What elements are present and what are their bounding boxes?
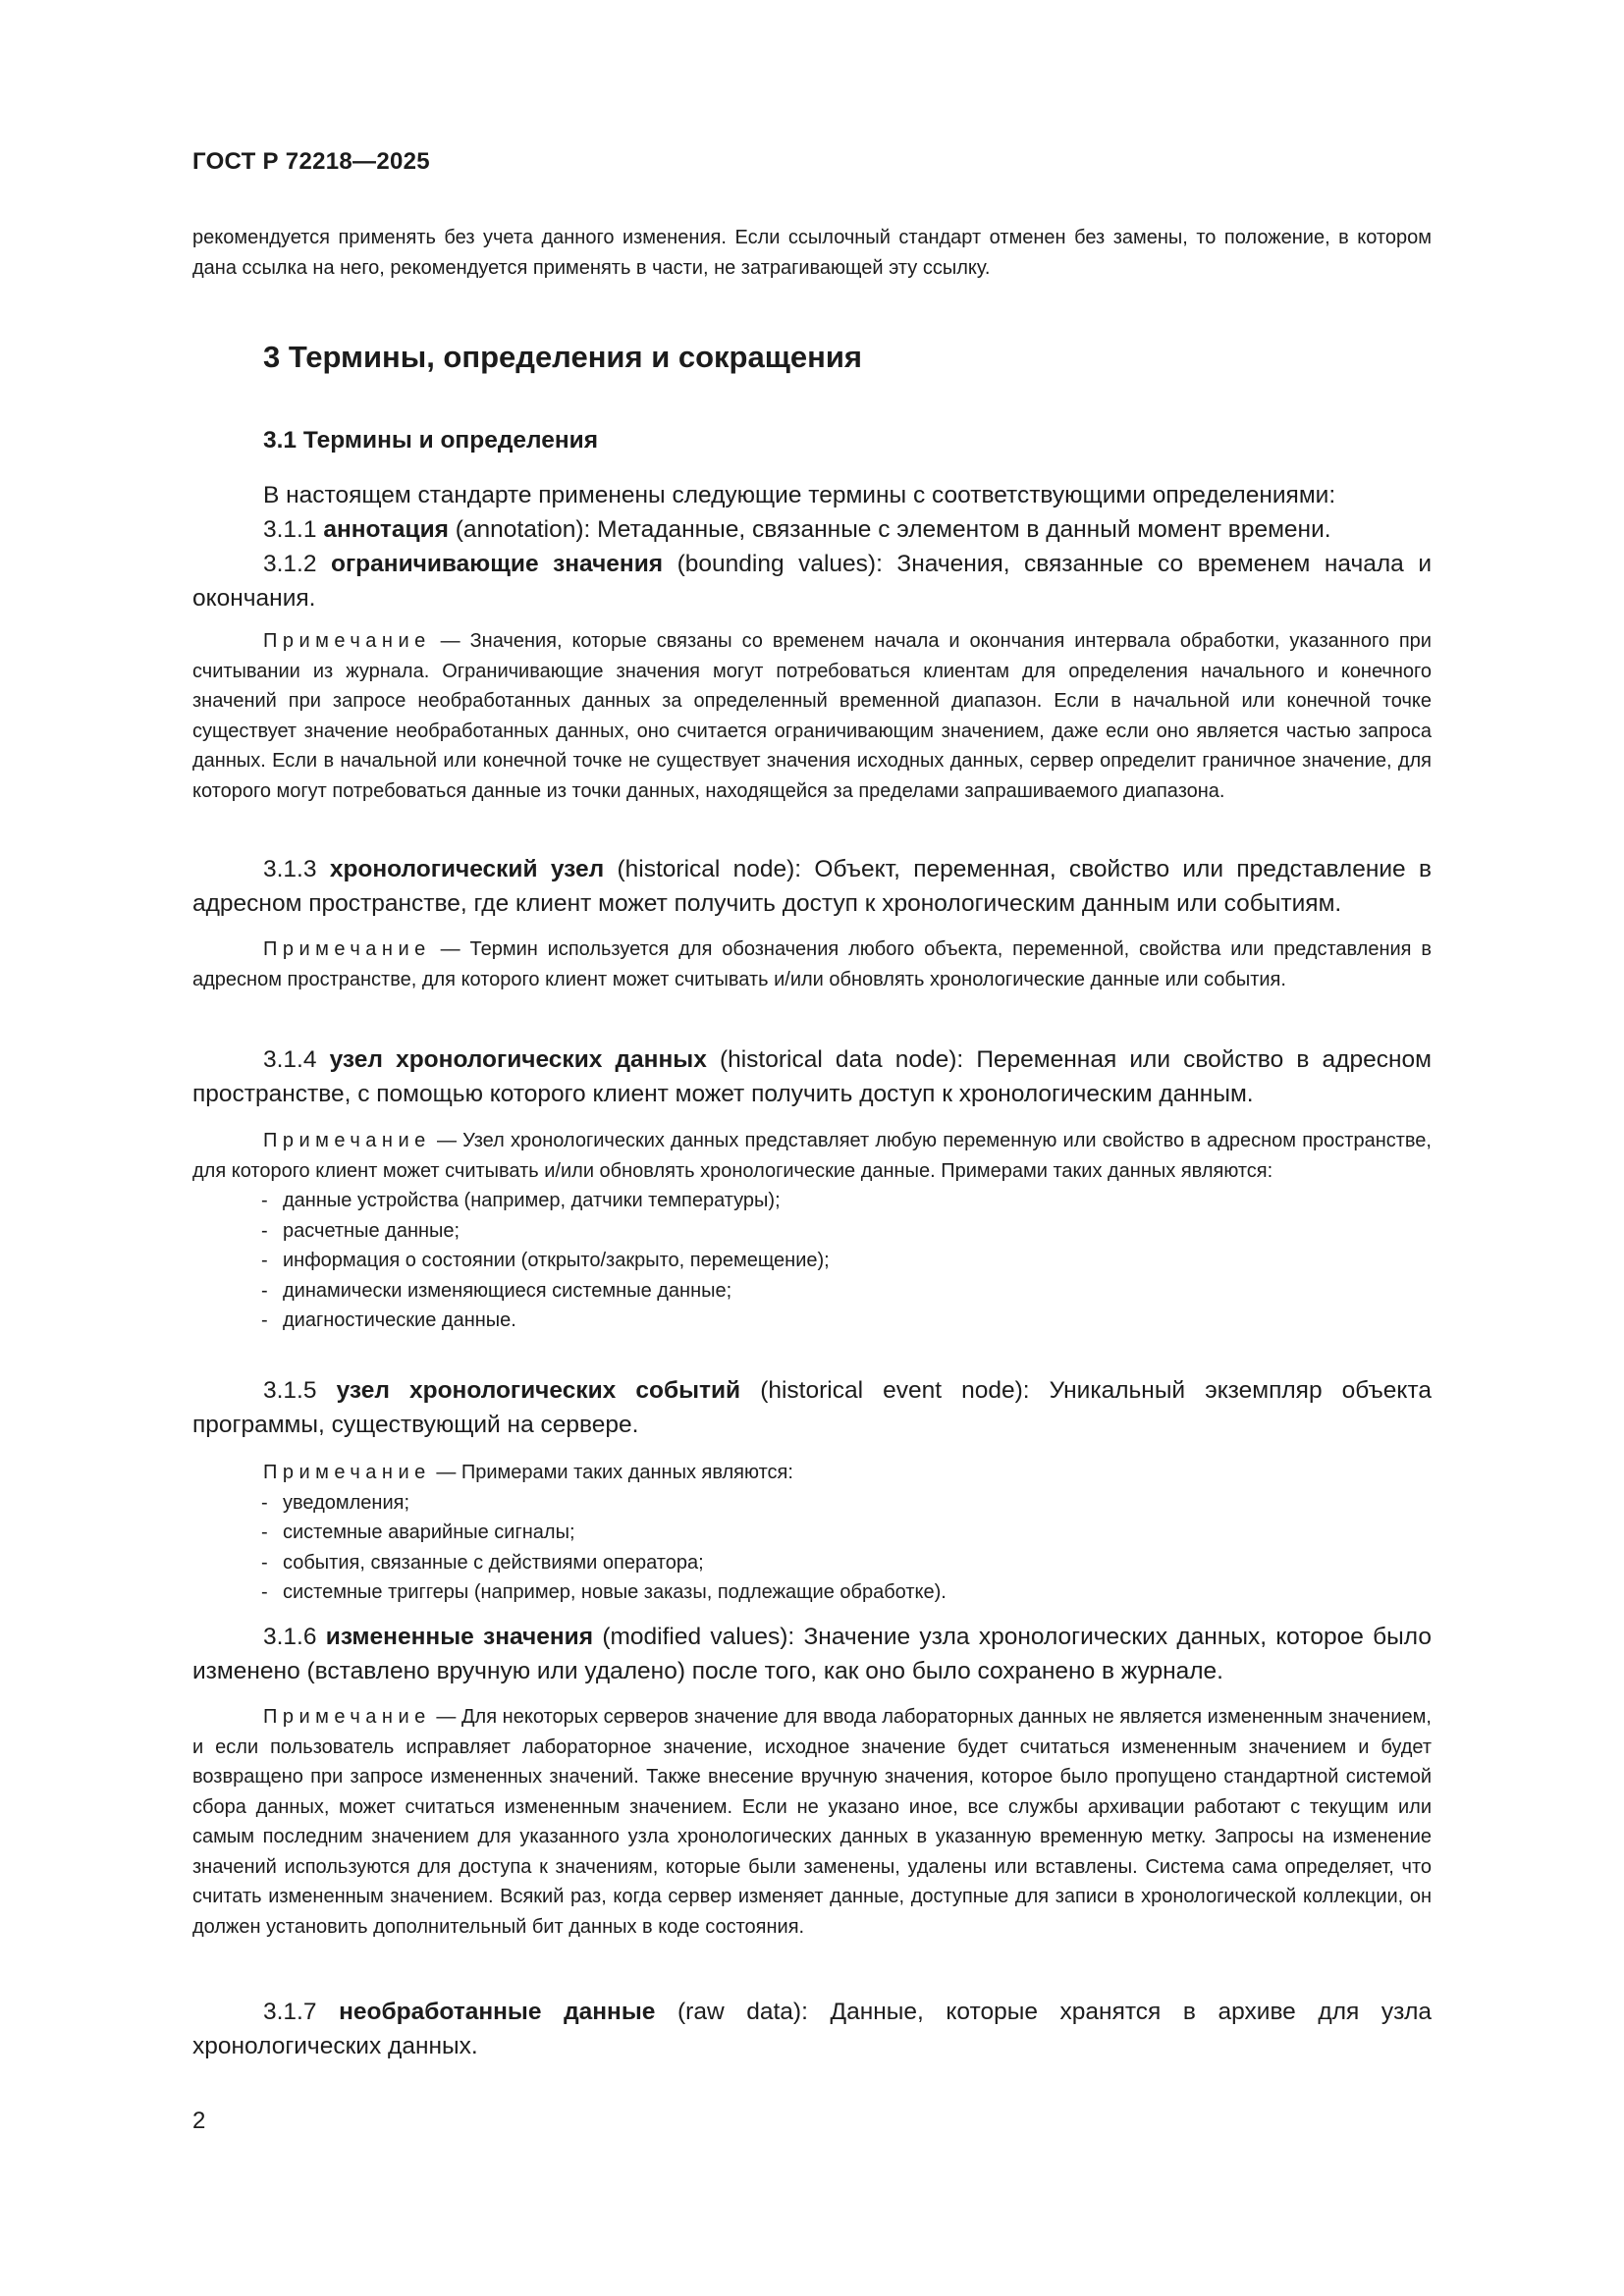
note-label: Примечание — [263, 1706, 431, 1728]
term-name: ограничивающие значения — [331, 551, 664, 577]
term-number: 3.1.1 — [263, 516, 317, 543]
term-number: 3.1.2 — [263, 551, 317, 577]
term-name: хронологический узел — [329, 856, 605, 882]
note-label: Примечание — [263, 938, 431, 960]
term-english: (historical event node): — [760, 1377, 1030, 1404]
note-text: Значения, которые связаны со временем начала и окончания интервала обработки, указанного при считывании из журнала. Ограничивающие значения могут потребоваться клиентам для определения начального и конечного значений при запросе необработанных данных за определенный временной диапазон. Если в начальной или конечной точке существует значение необработанных данных, оно считается ограничивающим значением, даже если оно является частью запроса данных. Если в начальной или конечной точке не существует значения исходных данных, сервер определит граничное значение, для которого могут потребоваться данные из точки данных, находящейся за пределами запрашиваемого диапазона. — [192, 630, 1432, 802]
term-name: аннотация — [323, 516, 449, 543]
terms-block-1 — [192, 478, 1432, 615]
note-3-1-4: Примечание — Узел хронологических данных представляет любую переменную или свойство в адресном пространстве, для которого клиент может считывать и/или обновлять хронологические данные. Примерами таких данных являются: — [192, 1130, 1432, 1182]
example-list — [192, 1488, 1432, 1608]
term-definition: Метаданные, связанные с элементом в данный момент времени. — [597, 516, 1331, 543]
note-text: Примерами таких данных являются: — [460, 1462, 793, 1483]
lead-paragraph: В настоящем стандарте применены следующие термины с соответствующими определениями: — [263, 482, 1336, 508]
term-english: (historical node): — [617, 856, 802, 882]
term-3-1-5 — [192, 1373, 1432, 1442]
list-item: - события, связанные с действиями оператора; — [261, 1548, 1432, 1578]
list-item: - системные аварийные сигналы; — [261, 1518, 1432, 1548]
term-definition: Переменная или свойство в адресном пространстве, с помощью которого клиент может получить доступ к хронологическим данным. — [192, 1046, 1432, 1107]
note-3-1-5-block — [192, 1458, 1432, 1608]
term-definition: Объект, переменная, свойство или представление в адресном пространстве, где клиент может получить доступ к хронологическим данным или событиям. — [192, 856, 1432, 917]
term-english: (modified values): — [602, 1624, 795, 1650]
note-label: Примечание — [263, 1130, 431, 1151]
term-definition: Данные, которые хранятся в архиве для узла хронологических данных. — [192, 1999, 1432, 2059]
page-number: 2 — [192, 2108, 206, 2134]
term-name: узел хронологических событий — [336, 1377, 741, 1404]
example-list — [192, 1186, 1432, 1336]
term-number: 3.1.5 — [263, 1377, 317, 1404]
note-text: Для некоторых серверов значение для ввода лабораторных данных не является измененным значением, и если пользователь исправляет лабораторное значение, исходное значение будет считаться измененным значением и будет возвращено при запросе измененных значений. Также внесение вручную значения, которое было пропущено стандартной системой сбора данных, может считаться измененным значением. Если не указано иное, все службы архивации работают с текущим или самым последним значением для указанного узла хронологических данных в указанную временную метку. Запросы на изменение значений используются для доступа к значениям, которые были заменены, удалены или вставлены. Система сама определяет, что считать измененным значением. Всякий раз, когда сервер изменяет данные, доступные для записи в хронологической коллекции, он должен установить дополнительный бит данных в коде состояния. — [192, 1706, 1432, 1938]
term-english: (annotation): — [455, 516, 591, 543]
note-3-1-6: Примечание — Для некоторых серверов значение для ввода лабораторных данных не является измененным значением, и если пользователь исправляет лабораторное значение, исходное значение будет считаться измененным значением и будет возвращено при запросе измененных значений. Также внесение вручную значения, которое было пропущено стандартной системой сбора данных, может считаться измененным значением. Если не указано иное, все службы архивации работают с текущим или самым последним значением для указанного узла хронологических данных в указанную временную метку. Запросы на изменение значений используются для доступа к значениям, которые были заменены, удалены или вставлены. Система сама определяет, что считать измененным значением. Всякий раз, когда сервер изменяет данные, доступные для записи в хронологической коллекции, он должен установить дополнительный бит данных в коде состояния. — [192, 1706, 1432, 1938]
note-label: Примечание — [263, 1462, 431, 1483]
list-item: - уведомления; — [261, 1488, 1432, 1519]
term-definition: Уникальный экземпляр объекта программы, существующий на сервере. — [192, 1377, 1432, 1438]
note-3-1-4-block — [192, 1126, 1432, 1336]
term-name: узел хронологических данных — [329, 1046, 707, 1073]
note-3-1-5: Примечание — Примерами таких данных являются: — [263, 1462, 793, 1483]
note-3-1-3: Примечание — Термин используется для обозначения любого объекта, переменной, свойства или представления в адресном пространстве, для которого клиент может считывать и/или обновлять хронологические данные или события. — [192, 938, 1432, 990]
term-english: (raw data): — [677, 1999, 808, 2025]
term-name: измененные значения — [325, 1624, 594, 1650]
term-english: (bounding values): — [677, 551, 883, 577]
term-name: необработанные данные — [339, 1999, 656, 2025]
note-text: Термин используется для обозначения любого объекта, переменной, свойства или представления в адресном пространстве, для которого клиент может считывать и/или обновлять хронологические данные или события. — [192, 938, 1432, 990]
term-3-1-7 — [192, 1995, 1432, 2063]
term-3-1-6 — [192, 1620, 1432, 1688]
note-3-1-2: Примечание — Значения, которые связаны со временем начала и окончания интервала обработки, указанного при считывании из журнала. Ограничивающие значения могут потребоваться клиентам для определения начального и конечного значений при запросе необработанных данных за определенный временной диапазон. Если в начальной или конечной точке существует значение необработанных данных, оно считается ограничивающим значением, даже если оно является частью запроса данных. Если в начальной или конечной точке не существует значения исходных данных, сервер определит граничное значение, для которого могут потребоваться данные из точки данных, находящейся за пределами запрашиваемого диапазона. — [192, 630, 1432, 802]
term-number: 3.1.6 — [263, 1624, 317, 1650]
term-3-1-3 — [192, 852, 1432, 921]
term-3-1-1 — [192, 512, 1432, 547]
term-number: 3.1.3 — [263, 856, 317, 882]
term-definition: Значения, связанные со временем начала и окончания. — [192, 551, 1433, 612]
list-item: - данные устройства (например, датчики температуры); — [261, 1186, 1432, 1216]
term-number: 3.1.7 — [263, 1999, 317, 2025]
term-3-1-2 — [192, 547, 1432, 615]
document-header: ГОСТ Р 72218—2025 — [192, 148, 430, 175]
list-item: - расчетные данные; — [261, 1216, 1432, 1247]
section-title: 3 Термины, определения и сокращения — [263, 340, 862, 374]
document-page — [192, 0, 1432, 2296]
term-english: (historical data node): — [719, 1046, 964, 1073]
intro-paragraph: рекомендуется применять без учета данного изменения. Если ссылочный стандарт отменен без замены, то положение, в котором дана ссылка на него, рекомендуется применять в части, не затрагивающей эту ссылку. — [192, 227, 1432, 279]
term-3-1-4 — [192, 1042, 1432, 1111]
note-label: Примечание — [263, 630, 431, 652]
list-item: - системные триггеры (например, новые заказы, подлежащие обработке). — [261, 1577, 1432, 1608]
note-text: Узел хронологических данных представляет любую переменную или свойство в адресном пространстве, для которого клиент может считывать и/или обновлять хронологические данные. Примерами таких данных являются: — [192, 1130, 1432, 1182]
list-item: - информация о состоянии (открыто/закрыто, перемещение); — [261, 1246, 1432, 1276]
list-item: - динамически изменяющиеся системные данные; — [261, 1276, 1432, 1307]
subsection-title: 3.1 Термины и определения — [263, 427, 599, 454]
list-item: - диагностические данные. — [261, 1306, 1432, 1336]
term-number: 3.1.4 — [263, 1046, 317, 1073]
term-definition: Значение узла хронологических данных, которое было изменено (вставлено вручную или удалено) после того, как оно было сохранено в журнале. — [192, 1624, 1432, 1684]
